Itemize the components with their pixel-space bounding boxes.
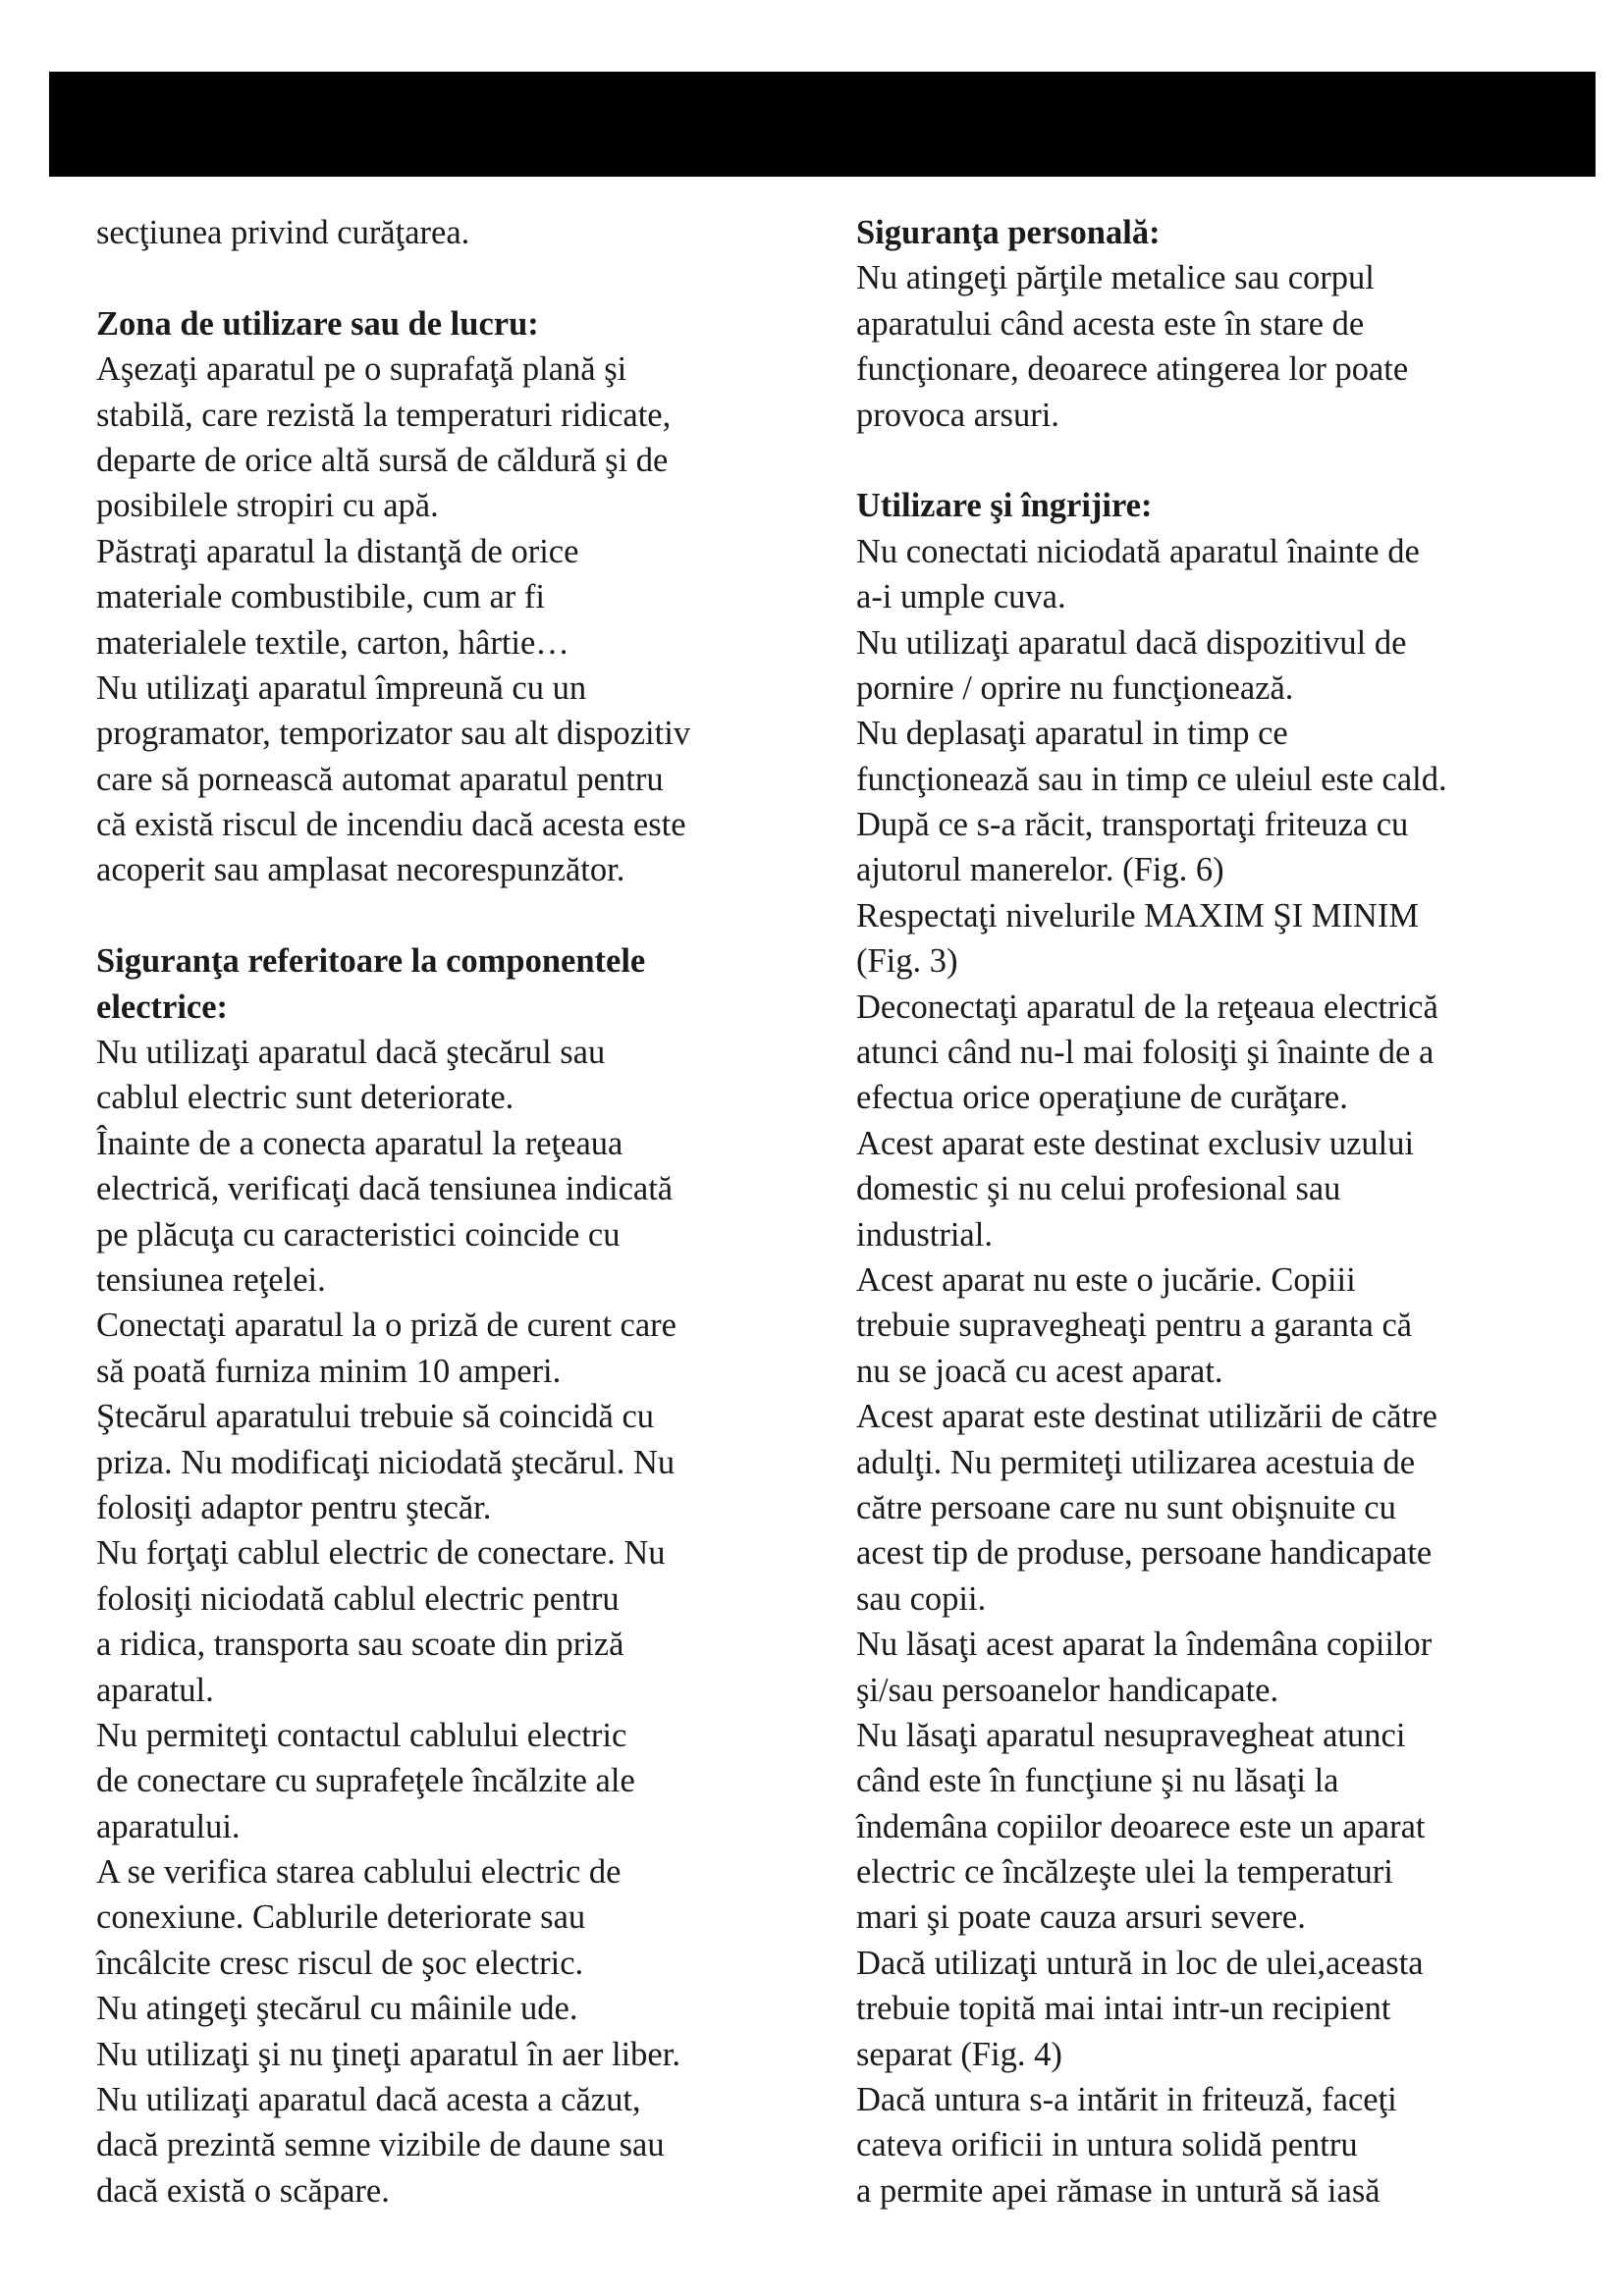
text-line: materiale combustibile, cum ar fi <box>96 578 545 616</box>
text-line: aparatului. <box>96 1807 241 1845</box>
text-line: funcţionare, deoarece atingerea lor poate <box>856 350 1409 389</box>
text-line: către persoane care nu sunt obişnuite cu <box>856 1488 1396 1526</box>
text-line: Dacă utilizaţi untură in loc de ulei,aceasta <box>856 1944 1424 1982</box>
text-line: Nu lăsaţi acest aparat la îndemâna copiilor <box>856 1626 1433 1664</box>
text-line: folosiţi niciodată cablul electric pentru <box>96 1579 620 1618</box>
text-line: trebuie topită mai intai intr-un recipient <box>856 1990 1391 2028</box>
text-line: tensiunea reţelei. <box>96 1260 326 1299</box>
text-line: aparatului când acesta este în stare de <box>856 304 1365 343</box>
text-line: adulţi. Nu permiteţi utilizarea acestuia de <box>856 1443 1416 1481</box>
text-line: Nu forţaţi cablul electric de conectare. Nu <box>96 1534 666 1573</box>
blank-line <box>96 893 803 938</box>
text-line: dacă există o scăpare. <box>96 2171 390 2210</box>
text-line: pe plăcuţa cu caracteristici coincide cu <box>96 1215 621 1254</box>
text-line: programator, temporizator sau alt dispozitiv <box>96 715 691 753</box>
text-line: domestic şi nu celui profesional sau <box>856 1170 1341 1208</box>
section-heading: Utilizare şi îngrijire: <box>856 487 1153 525</box>
text-line: pornire / oprire nu funcţionează. <box>856 668 1294 707</box>
text-line: Nu utilizaţi aparatul dacă ştecărul sau <box>96 1034 606 1072</box>
text-line: Nu deplasaţi aparatul in timp ce <box>856 715 1288 753</box>
text-line: Acest aparat este destinat utilizării de către <box>856 1398 1437 1436</box>
text-line: a-i umple cuva. <box>856 578 1066 616</box>
text-line: Nu conectati niciodată aparatul înainte de <box>856 532 1420 570</box>
text-line: atunci când nu-l mai folosiţi şi înainte de a <box>856 1034 1435 1072</box>
text-line: dacă prezintă semne vizibile de daune sau <box>96 2126 665 2164</box>
text-line: priza. Nu modificaţi niciodată ştecărul. Nu <box>96 1443 676 1481</box>
text-line: încâlcite cresc riscul de şoc electric. <box>96 1944 584 1982</box>
text-line: şi/sau persoanelor handicapate. <box>856 1671 1279 1709</box>
text-line: Ştecărul aparatului trebuie să coincidă cu <box>96 1398 655 1436</box>
text-line: să poată furniza minim 10 amperi. <box>96 1352 562 1390</box>
text-line: ajutorul manerelor. (Fig. 6) <box>856 851 1224 889</box>
text-line: trebuie supravegheaţi pentru a garanta că <box>856 1307 1413 1345</box>
text-line: cablul electric sunt deteriorate. <box>96 1079 514 1117</box>
text-line: efectua orice operaţiune de curăţare. <box>856 1079 1348 1117</box>
text-line: că există riscul de incendiu dacă acesta este <box>96 806 686 844</box>
section-heading: Siguranţa personală: <box>856 214 1161 251</box>
text-line: când este în funcţiune şi nu lăsaţi la <box>856 1762 1339 1800</box>
text-line: Conectaţi aparatul la o priză de curent care <box>96 1307 677 1345</box>
header-bar <box>49 72 1596 177</box>
text-line: departe de orice altă sursă de căldură şi de <box>96 441 669 479</box>
text-line: Nu lăsaţi aparatul nesupravegheat atunci <box>856 1716 1406 1754</box>
left-column <box>96 210 803 2214</box>
section-heading: Zona de utilizare sau de lucru: <box>96 304 539 343</box>
text-line: Respectaţi nivelurile MAXIM ŞI MINIM <box>856 896 1419 934</box>
section-heading: Siguranţa referitoare la componentele <box>96 942 646 981</box>
text-line: materialele textile, carton, hârtie… <box>96 623 569 662</box>
text-line: electrică, verificaţi dacă tensiunea indicată <box>96 1170 674 1208</box>
text-line: A se verifica starea cablului electric de <box>96 1853 622 1892</box>
right-column <box>856 210 1563 2214</box>
text-line: Păstraţi aparatul la distanţă de orice <box>96 532 579 570</box>
text-line: nu se joacă cu acest aparat. <box>856 1352 1223 1390</box>
text-line: Înainte de a conecta aparatul la reţeaua <box>96 1124 623 1162</box>
text-line: Nu atingeţi ştecărul cu mâinile ude. <box>96 1990 578 2028</box>
text-line: folosiţi adaptor pentru ştecăr. <box>96 1488 492 1526</box>
text-line: a ridica, transporta sau scoate din priză <box>96 1626 624 1664</box>
text-line: Nu utilizaţi aparatul împreună cu un <box>96 668 587 707</box>
text-line: Nu utilizaţi aparatul dacă acesta a căzut, <box>96 2081 641 2119</box>
text-line: Nu permiteţi contactul cablului electric <box>96 1716 627 1754</box>
text-line: de conectare cu suprafeţele încălzite ale <box>96 1762 635 1800</box>
text-line: (Fig. 3) <box>856 942 958 981</box>
blank-line <box>856 438 1563 483</box>
text-line: Acest aparat este destinat exclusiv uzului <box>856 1124 1415 1162</box>
text-line: mari şi poate cauza arsuri severe. <box>856 1898 1306 1937</box>
text-line: aparatul. <box>96 1671 214 1709</box>
text-line: stabilă, care rezistă la temperaturi ridicate, <box>96 396 672 434</box>
text-line: separat (Fig. 4) <box>856 2035 1062 2073</box>
text-line: Dacă untura s-a intărit in friteuză, faceţi <box>856 2081 1397 2119</box>
text-line: electric ce încălzeşte ulei la temperaturi <box>856 1853 1393 1892</box>
text-line: posibilele stropiri cu apă. <box>96 487 439 525</box>
text-line: Nu atingeţi părţile metalice sau corpul <box>856 259 1375 297</box>
text-line: cateva orificii in untura solidă pentru <box>856 2126 1358 2164</box>
text-line: După ce s-a răcit, transportaţi friteuza cu <box>856 806 1409 844</box>
text-line: Acest aparat nu este o jucărie. Copiii <box>856 1260 1356 1299</box>
text-line: care să pornească automat aparatul pentru <box>96 760 664 798</box>
text-line: Nu utilizaţi aparatul dacă dispozitivul de <box>856 623 1407 662</box>
section-heading: electrice: <box>96 988 229 1026</box>
text-line: conexiune. Cablurile deteriorate sau <box>96 1898 586 1937</box>
text-line: funcţionează sau in timp ce uleiul este cald. <box>856 760 1447 798</box>
text-line: industrial. <box>856 1215 993 1254</box>
blank-line <box>96 255 803 300</box>
text-line: Deconectaţi aparatul de la reţeaua electrică <box>856 988 1438 1026</box>
text-line: a permite apei rămase in untură să iasă <box>856 2171 1380 2210</box>
text-line: acoperit sau amplasat necorespunzător. <box>96 851 625 889</box>
text-line: sau copii. <box>856 1579 987 1618</box>
text-line: Aşezaţi aparatul pe o suprafaţă plană şi <box>96 350 627 389</box>
text-line: secţiunea privind curăţarea. <box>96 214 470 251</box>
text-line: Nu utilizaţi şi nu ţineţi aparatul în aer liber. <box>96 2035 680 2073</box>
text-line: îndemâna copiilor deoarece este un aparat <box>856 1807 1426 1845</box>
text-line: provoca arsuri. <box>856 396 1059 434</box>
text-line: acest tip de produse, persoane handicapate <box>856 1534 1433 1573</box>
